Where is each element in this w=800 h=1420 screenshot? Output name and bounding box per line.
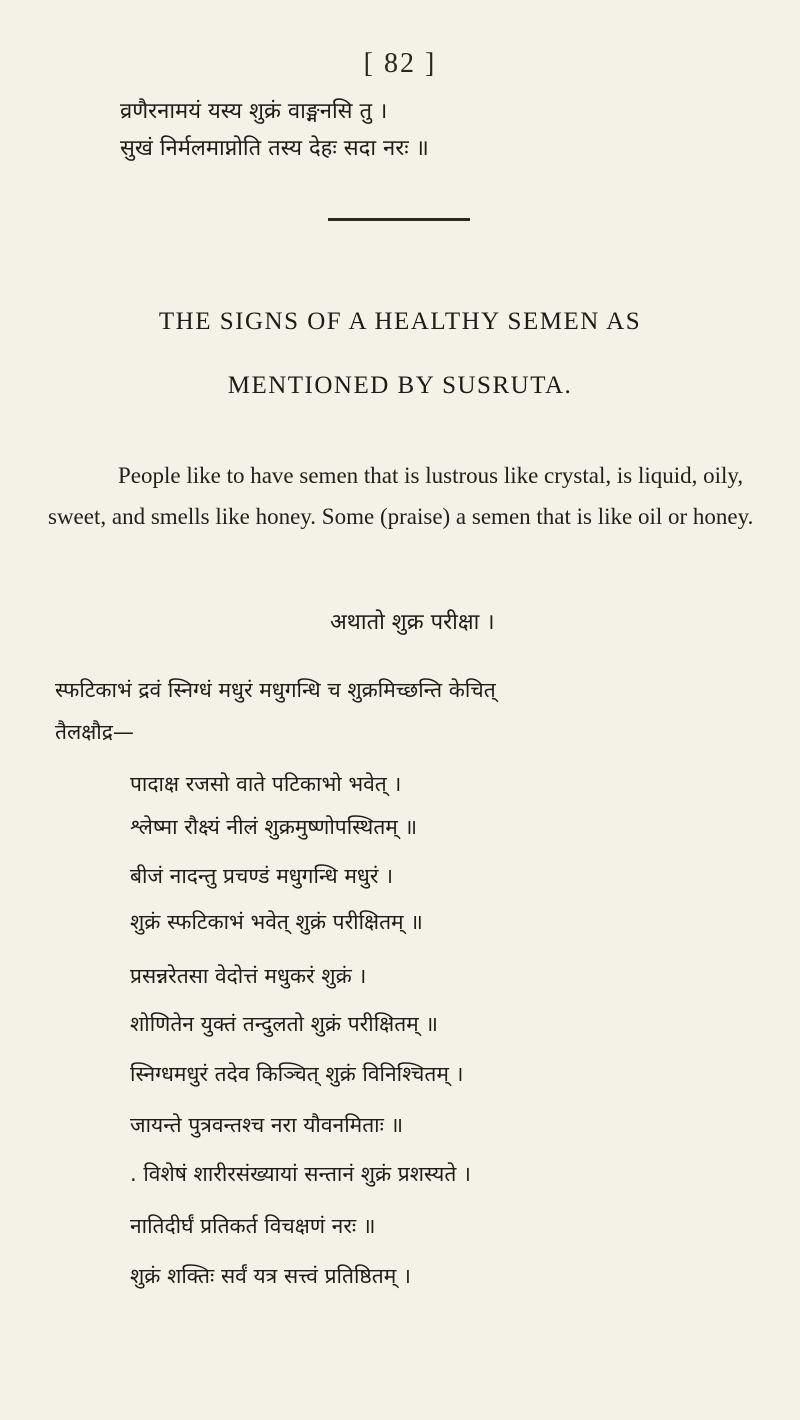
verse-line: प्रसन्नरेतसा वेदोत्तं मधुकरं शुक्रं ।	[130, 964, 367, 988]
verse-line: शोणितेन युक्तं तन्दुलतो शुक्रं परीक्षितम् ॥	[130, 1012, 438, 1036]
verse-line: बीजं नादन्तु प्रचण्डं मधुगन्धि मधुरं ।	[130, 864, 394, 888]
sanskrit-intro-line-2: तैलक्षौद्र—	[55, 720, 134, 744]
verse-line: नातिदीर्घं प्रतिकर्त विचक्षणं नरः ॥	[130, 1214, 376, 1238]
translation-paragraph: People like to have semen that is lustrous like crystal, is liquid, oily, sweet, and smells like honey. Some (praise) a semen that is like oil or honey.	[48, 463, 754, 529]
section-title-line-2: MENTIONED BY SUSRUTA.	[227, 372, 573, 399]
section-divider	[328, 218, 470, 221]
verse-line: जायन्ते पुत्रवन्तश्च नरा यौवनमिताः ॥	[130, 1113, 404, 1137]
verse-line: . विशेषं शारीरसंख्यायां सन्तानं शुक्रं प्रशस्यते ।	[130, 1162, 471, 1186]
verse-line: स्निग्धमधुरं तदेव किञ्चित् शुक्रं विनिश्चितम् ।	[130, 1062, 464, 1086]
verse-line: पादाक्ष रजसो वाते पटिकाभो भवेत् ।	[130, 772, 402, 796]
verse-line: शुक्रं स्फटिकाभं भवेत् शुक्रं परीक्षितम् ॥	[130, 910, 423, 934]
verse-line: शुक्रं शक्तिः सर्वं यत्र सत्त्वं प्रतिष्ठितम् ।	[130, 1264, 411, 1288]
verse-top-line-2: सुखं निर्मलमाप्नोति तस्य देहः सदा नरः ॥	[120, 136, 429, 161]
verse-top-line-1: व्रणैरनामयं यस्य शुक्रं वाङ्मनसि तु ।	[120, 99, 388, 124]
section-title-line-1: THE SIGNS OF A HEALTHY SEMEN AS	[158, 308, 642, 335]
sanskrit-heading: अथातो शुक्र परीक्षा ।	[330, 610, 495, 635]
verse-line: श्लेष्मा रौक्ष्यं नीलं शुक्रमुष्णोपस्थितम् ॥	[130, 815, 418, 839]
sanskrit-intro-line-1: स्फटिकाभं द्रवं स्निग्धं मधुरं मधुगन्धि च शुक्रमिच्छन्ति केचित्	[55, 678, 496, 702]
page-number: [ 82 ]	[363, 48, 437, 79]
